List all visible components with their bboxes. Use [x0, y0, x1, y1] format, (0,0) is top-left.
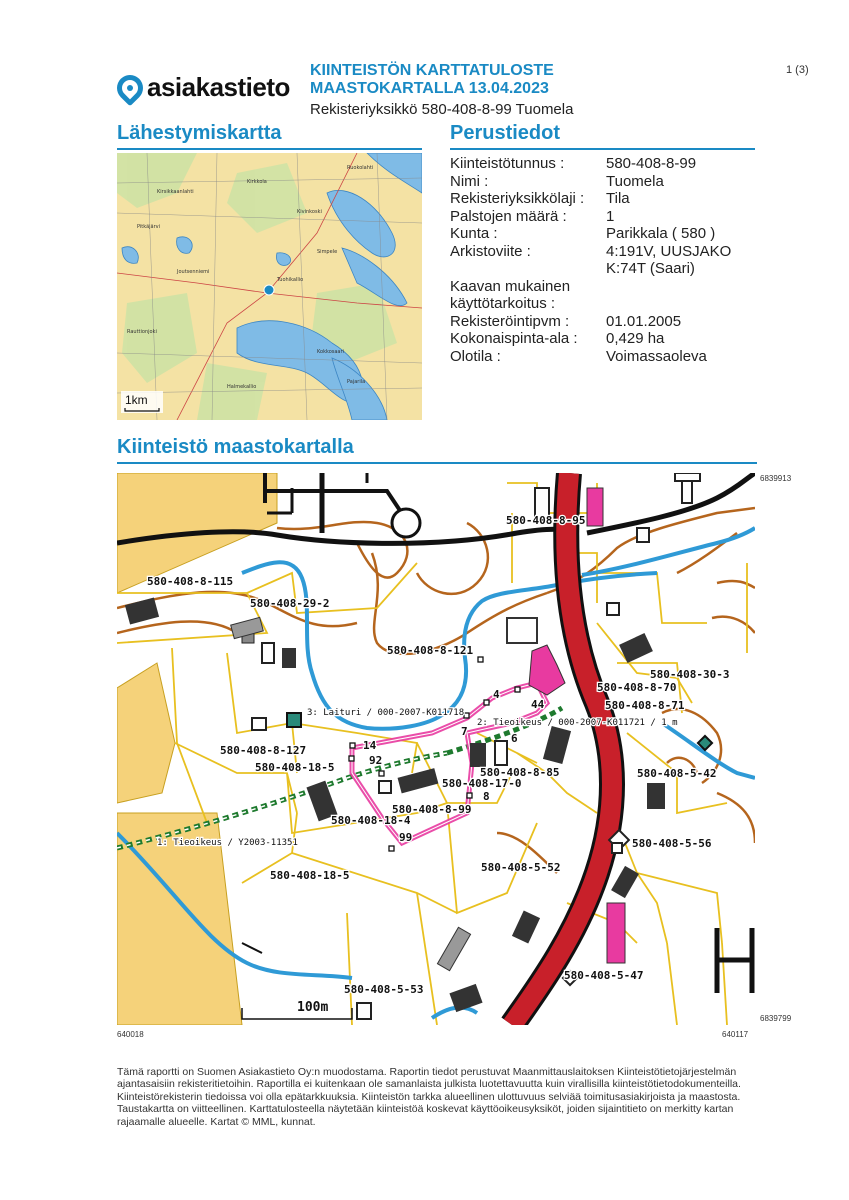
info-value: 0,429 ha [606, 330, 665, 347]
report-title-line1: KIINTEISTÖN KARTTATULOSTE [310, 62, 554, 79]
info-row-archive-ref [450, 243, 750, 278]
terrain-title-rule [117, 462, 757, 464]
info-row-parcel-count [450, 208, 750, 226]
svg-text:Kivinkoski: Kivinkoski [297, 209, 322, 215]
parcel-label: 580-408-5-42 [637, 767, 717, 780]
report-title-line2: MAASTOKARTALLA 13.04.2023 [310, 80, 549, 97]
svg-text:Kirkkola: Kirkkola [247, 179, 267, 185]
info-label: Arkistoviite : [450, 242, 531, 260]
easement-label: 1: Tieoikeus / Y2003-11351 [157, 838, 298, 848]
info-value: Voimassaoleva [606, 347, 707, 365]
parcel-label: 580-408-29-2 [250, 597, 330, 610]
basic-info-title: Perustiedot [450, 122, 561, 144]
info-label: Kunta : [450, 225, 498, 242]
info-row-name [450, 173, 750, 191]
point-label: 99 [399, 831, 413, 844]
terrain-map-title: Kiinteistö maastokartalla [117, 436, 354, 458]
disclaimer-paragraph: Tämä raportti on Suomen Asiakastieto Oy:n muodostama. Raportin tiedot perustuvat Maanmittauslaitoksen Kiinteistötietojärjestelmän ajantasaisiin rekisteritietoihin. Raportilla ei kuitenkaan ole samanlaista julkista luotettavuutta kuin virallisilla kiinteistötietodokumenteilla. Kiinteistörekisterin tiedoissa voi olla epätarkkuuksia. Kiinteistön tarkka alueellinen ulottuvuus selviää toimitusasiakirjoista ja maastosta. Taustakartta on viitteellinen. Karttatulosteella näytetään kiinteistöä koskevat käyttöoikeusyksiköt, joiden sijaintitieto on merkitty kartan rajaamalle alueelle. Kartat © MML, kunnat. [117, 1066, 741, 1128]
svg-text:Simpele: Simpele [317, 249, 338, 255]
page-number: 1 (3) [786, 64, 809, 76]
parcel-label: 580-408-8-121 [387, 644, 474, 657]
info-row-status [450, 348, 750, 366]
parcel-label: 580-408-18-5 [270, 869, 350, 882]
svg-text:Kokkosaari: Kokkosaari [317, 349, 344, 355]
terrain-scale-label: 100m [297, 1000, 329, 1015]
info-value: Tila [606, 190, 630, 207]
info-row-total-area [450, 330, 750, 348]
svg-text:Ruokolahti: Ruokolahti [347, 165, 374, 171]
parcel-label: 580-408-17-0 [442, 777, 522, 790]
easement-label: 3: Laituri / 000-2007-K011718 [307, 708, 465, 718]
logo-pin-icon [112, 69, 149, 106]
point-label: 4 [493, 688, 500, 701]
report-title [310, 62, 554, 98]
overview-map-title: Lähestymiskartta [117, 122, 282, 144]
svg-text:Kirsikkaanlahti: Kirsikkaanlahti [157, 189, 194, 195]
point-label: 7 [461, 725, 468, 738]
coord-bottom-right: 6839799 [760, 1014, 792, 1023]
info-row-unit-type [450, 190, 750, 208]
overview-title-rule [117, 148, 422, 150]
pink-building [529, 645, 565, 695]
parcel-label: 580-408-8-127 [220, 744, 307, 757]
property-location-marker [264, 285, 274, 295]
info-label: Palstojen määrä : [450, 207, 567, 225]
point-label: 14 [363, 739, 377, 752]
info-value: 1 [606, 207, 615, 225]
turning-circle [392, 509, 420, 537]
logo [117, 72, 290, 103]
info-row-zoning-use [450, 278, 750, 313]
parcel-label: 580-408-8-95 [506, 514, 586, 527]
coord-top-right: 6839913 [760, 474, 792, 483]
info-row-registration-date [450, 313, 750, 331]
coord-bottom-right-x: 640117 [722, 1030, 749, 1039]
parcel-label: 580-408-5-52 [481, 861, 561, 874]
point-label: 44 [531, 698, 545, 711]
parcel-label: 580-408-5-47 [564, 969, 644, 982]
info-label: Kokonaispinta-ala : [450, 330, 578, 347]
info-label: Rekisteröintipvm : [450, 312, 570, 330]
point-label: 92 [369, 754, 383, 767]
info-label: Kaavan mukainen käyttötarkoitus : [450, 277, 571, 312]
point-label: 8 [483, 790, 490, 803]
info-row-property-id [450, 155, 750, 173]
parcel-label: 580-408-8-85 [480, 766, 560, 779]
info-value: 4:191V, UUSJAKO K:74T (Saari) [606, 242, 732, 277]
basic-info-table [450, 155, 750, 365]
info-value [600, 278, 750, 313]
coord-bottom-left: 640018 [117, 1030, 144, 1039]
overview-map-svg [117, 153, 422, 420]
svg-text:Tuohikallio: Tuohikallio [277, 277, 304, 283]
svg-text:Rauttionjoki: Rauttionjoki [127, 329, 157, 335]
parcel-label: 580-408-5-53 [344, 983, 424, 996]
info-label: Kiinteistötunnus : [450, 155, 565, 172]
parcel-label: 580-408-18-5 [255, 761, 335, 774]
svg-text:Pajarila: Pajarila [347, 379, 366, 385]
parcel-label: 580-408-8-71 [605, 699, 685, 712]
info-row-municipality [450, 225, 750, 243]
svg-text:Pitkäjärvi: Pitkäjärvi [137, 224, 160, 230]
logo-text: asiakastieto [147, 72, 290, 102]
info-label: Olotila : [450, 347, 501, 365]
parcel-label: 580-408-8-99 [392, 803, 472, 816]
easement-label: 2: Tieoikeus / 000-2007-K011721 / 1 m [477, 718, 678, 728]
parcel-label: 580-408-18-4 [331, 814, 411, 827]
overview-map [117, 153, 422, 420]
info-value: Tuomela [606, 172, 664, 190]
info-value: 580-408-8-99 [606, 155, 697, 172]
info-label: Nimi : [450, 172, 489, 190]
basic-info-title-rule [450, 148, 755, 150]
disclaimer-text [117, 1066, 757, 1128]
svg-text:Halmekallio: Halmekallio [227, 384, 257, 390]
terrain-map-svg [117, 473, 755, 1025]
parcel-label: 580-408-5-56 [632, 837, 712, 850]
info-value: 01.01.2005 [606, 312, 682, 330]
point-label: 6 [511, 732, 518, 745]
parcel-label: 580-408-8-115 [147, 575, 234, 588]
parcel-label: 580-408-8-70 [597, 681, 677, 694]
terrain-map [117, 473, 755, 1025]
report-subtitle: Rekisteriyksikkö 580-408-8-99 Tuomela [310, 101, 574, 118]
info-value: Parikkala ( 580 ) [606, 225, 716, 242]
info-label: Rekisteriyksikkölaji : [450, 190, 585, 207]
overview-scale-label: 1km [125, 393, 148, 407]
svg-text:Joutsenniemi: Joutsenniemi [177, 269, 210, 275]
parcel-label: 580-408-30-3 [650, 668, 730, 681]
